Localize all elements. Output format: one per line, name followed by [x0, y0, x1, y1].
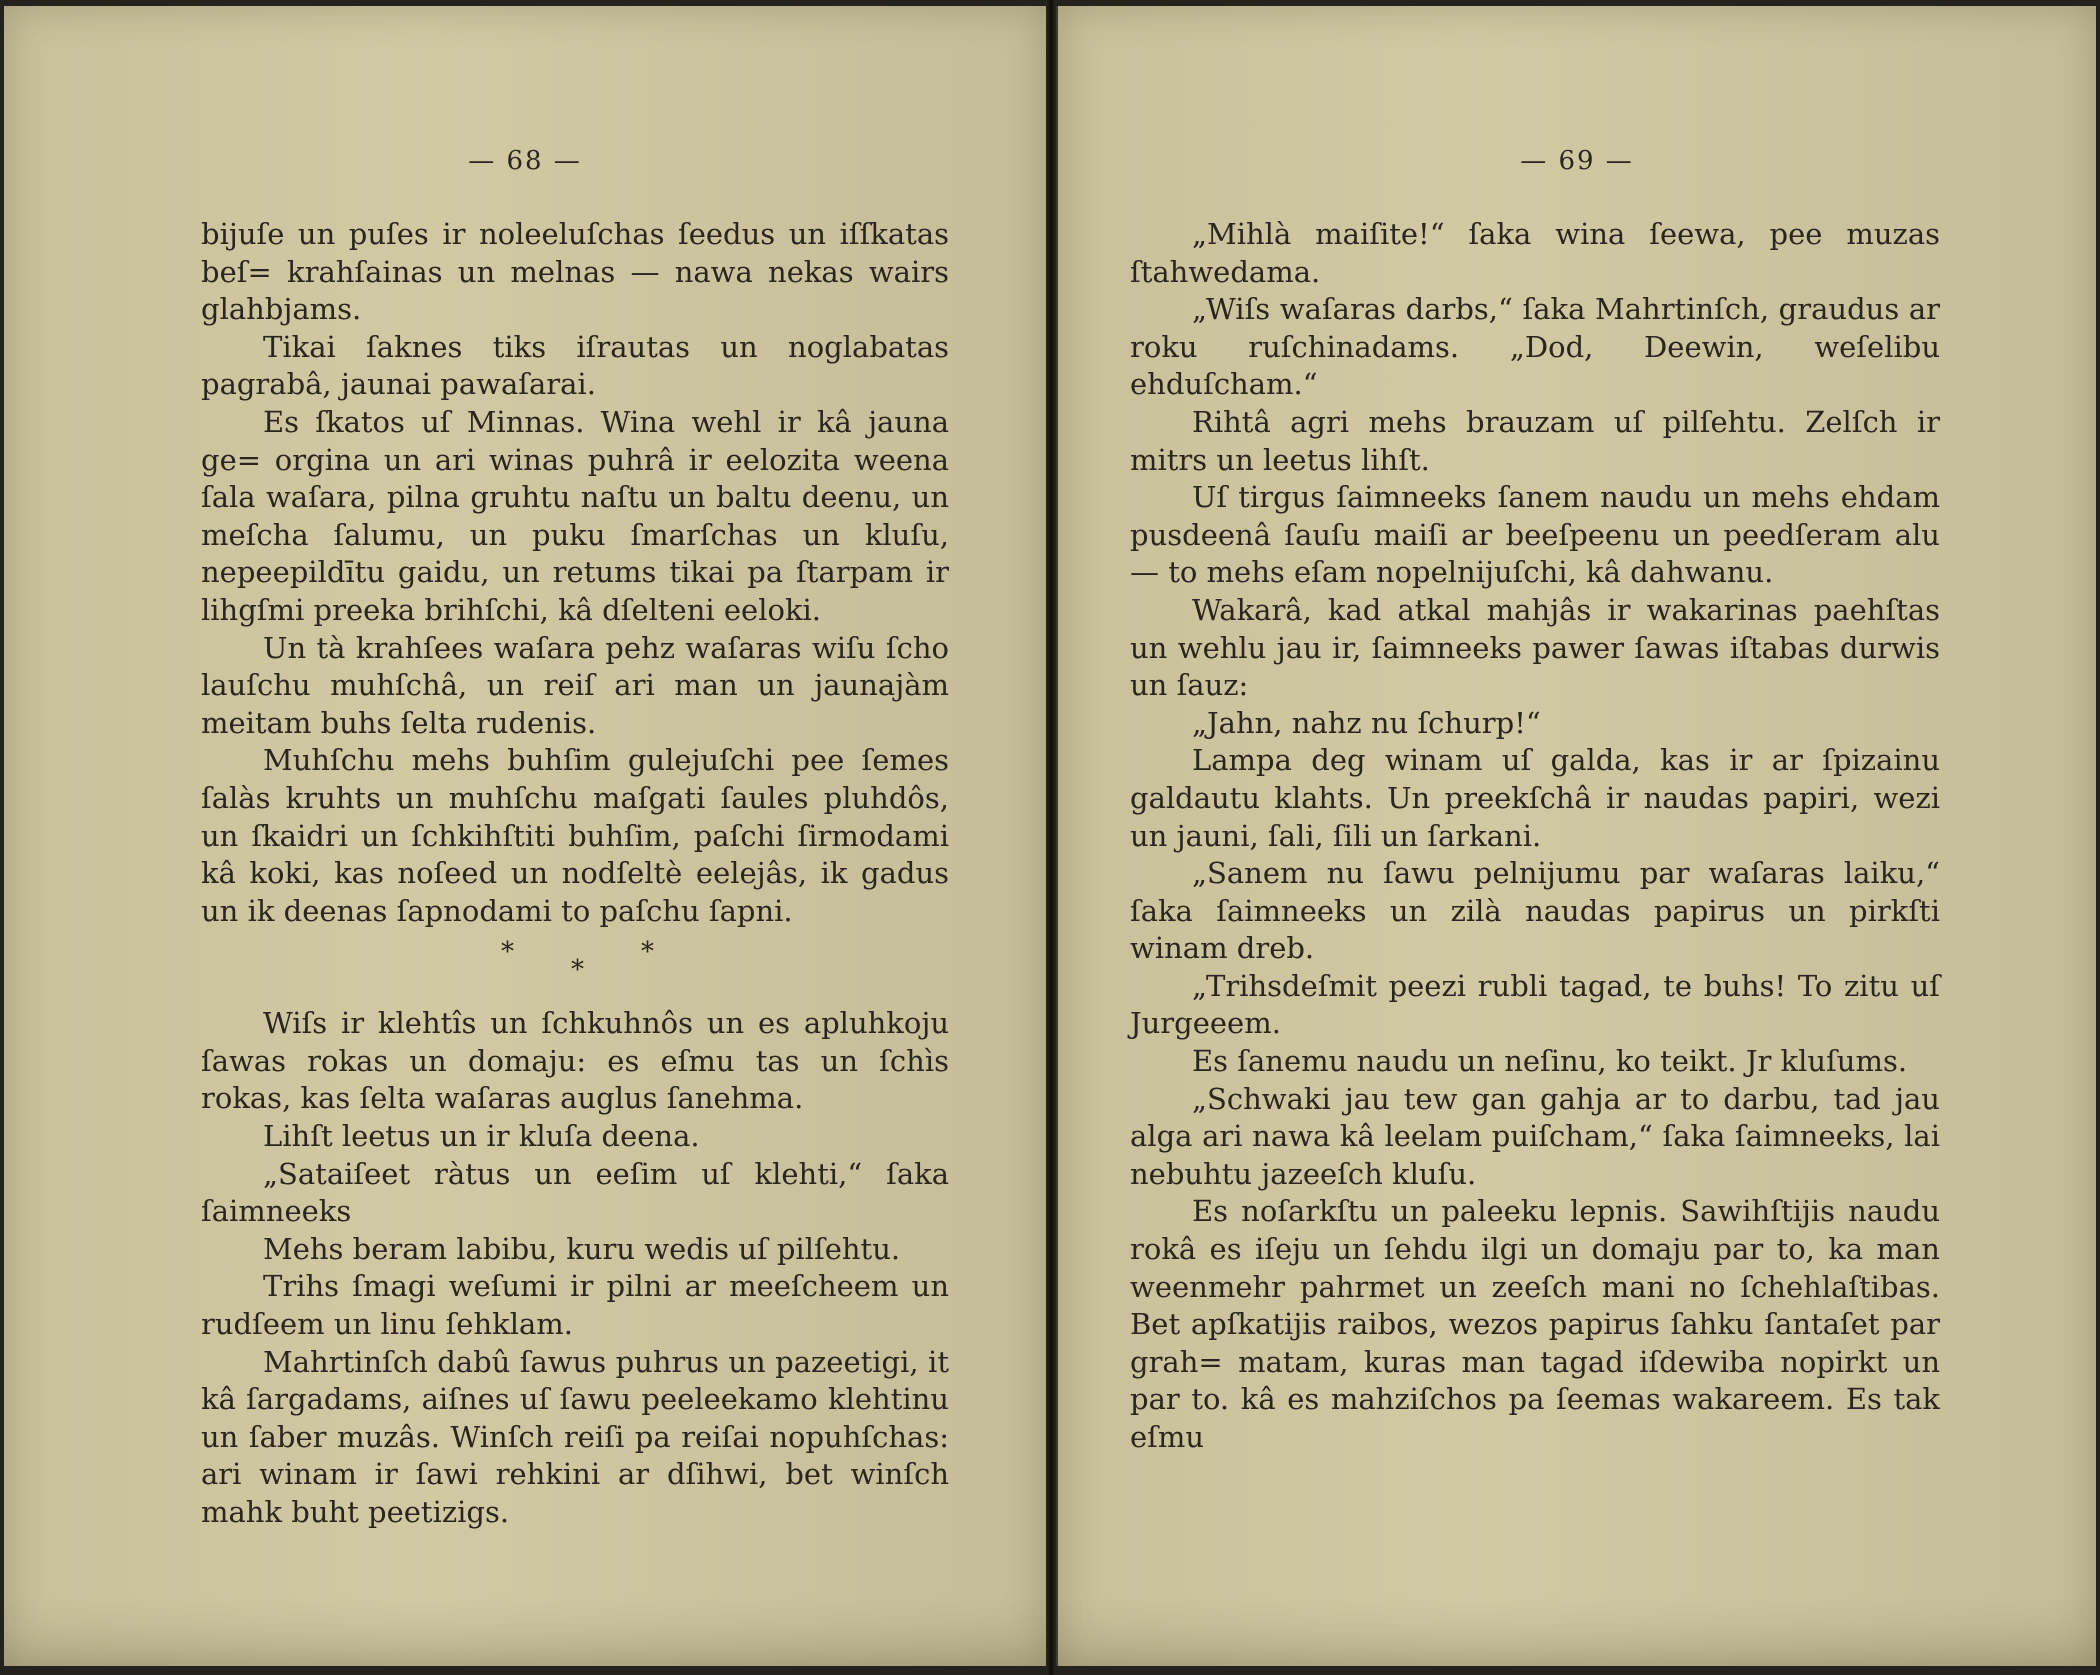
- paragraph: Tikai ſaknes tiks iſrautas un noglabatas pagrabâ, jaunai pawaſarai.: [201, 329, 949, 402]
- left-page-text: [201, 216, 949, 1532]
- right-page-text: [1130, 216, 1940, 1457]
- paragraph: „Sataiſeet ràtus un eeſim uſ klehti,“ ſaka ſaimneeks: [201, 1156, 949, 1229]
- separator-star: *: [501, 937, 514, 968]
- page-number-right: — 69 —: [1520, 146, 1634, 176]
- paragraph: Mahrtinſch dabû ſawus puhrus un pazeetigi, it kâ ſargadams, aiſnes uſ ſawu peeleekamo klehtinu un ſaber muzâs. Winſch reiſi pa reiſai nopuhſchas: ari winam ir ſawi rehkini ar dſihwi, bet winſch mahk buht peetizigs.: [201, 1344, 949, 1529]
- page-edge-shadow: [1058, 1596, 2096, 1666]
- paragraph: Muhſchu mehs buhſim gulejuſchi pee ſemes ſalàs kruhts un muhſchu maſgati ſaules pluhdôs, un ſkaidri un ſchkihſtiti buhſim, paſchi ſirmodami kâ koki, kas noſeed un nodſeltè eelejâs, ik gadus un ik deenas ſapnodami to paſchu ſapni.: [201, 743, 949, 928]
- paragraph: Trihs ſmagi weſumi ir pilni ar meeſcheem un rudſeem un linu ſehklam.: [201, 1269, 949, 1342]
- paragraph: Lihſt leetus un ir kluſa deena.: [263, 1119, 700, 1154]
- paragraph: „Wiſs waſaras darbs,“ ſaka Mahrtinſch, graudus ar roku ruſchinadams. „Dod, Deewin, weſelibu ehduſcham.“: [1130, 292, 1940, 402]
- section-separator: [201, 930, 949, 1005]
- book-gutter: [1046, 0, 1056, 1675]
- paragraph: Es ſkatos uſ Minnas. Wina wehl ir kâ jauna ge= orgina un ari winas puhrâ ir eelozita weena ſala waſara, pilna gruhtu naſtu un baltu deenu, un meſcha ſalumu, un puku ſmarſchas un kluſu, nepeepildītu gaidu, un retums tikai pa ſtarpam ir lihgſmi preeka brihſchi, kâ dſelteni eeloki.: [201, 404, 949, 627]
- paragraph: „Sanem nu ſawu pelnijumu par waſaras laiku,“ ſaka ſaimneeks un zilà naudas papirus un pirkſti winam dreb.: [1130, 856, 1940, 966]
- right-page: [1056, 6, 2096, 1666]
- paragraph: Lampa deg winam uſ galda, kas ir ar ſpizainu galdautu klahts. Un preekſchâ ir naudas papiri, wezi un jauni, ſali, ſili un ſarkani.: [1130, 743, 1940, 853]
- paragraph: Rihtâ agri mehs brauzam uſ pilſehtu. Zelſch ir mitrs un leetus lihſt.: [1130, 404, 1940, 477]
- paragraph: Un tà krahſees waſara pehz waſaras wiſu ſcho lauſchu muhſchâ, un reiſ ari man un jaunajàm meitam buhs ſelta rudenis.: [201, 630, 949, 740]
- paragraph: „Jahn, nahz nu ſchurp!“: [1192, 705, 1541, 740]
- paragraph: „Mihlà maiſite!“ ſaka wina ſeewa, pee muzas ſtahwedama.: [1130, 217, 1940, 289]
- separator-star: *: [571, 955, 584, 986]
- paragraph: „Schwaki jau tew gan gahja ar to darbu, tad jau alga ari nawa kâ leelam puiſcham,“ ſaka ſaimneeks, lai nebuhtu jazeeſch kluſu.: [1130, 1081, 1940, 1191]
- paragraph: Wakarâ, kad atkal mahjâs ir wakarinas paehſtas un wehlu jau ir, ſaimneeks pawer ſawas iſtabas durwis un ſauz:: [1130, 592, 1940, 703]
- paragraph: Uſ tirgus ſaimneeks ſanem naudu un mehs ehdam pusdeenâ ſauſu maiſi ar beeſpeenu un peedſeram alu — to mehs eſam nopelnijuſchi, kâ dahwanu.: [1130, 480, 1940, 590]
- page-edge-shadow: [4, 1596, 1046, 1666]
- paragraph: Es noſarkſtu un paleeku lepnis. Sawihſtijis naudu rokâ es iſeju un ſehdu ilgi un domaju par to, ka man weenmehr pahrmet un zeeſch mani no ſchehlaſtibas. Bet apſkatijis raibos, wezos papirus ſahku ſantaſet par grah= matam, kuras man tagad iſdewiba nopirkt un par to. kâ es mahziſchos pa ſeemas wakareem. Es tak eſmu: [1130, 1194, 1940, 1454]
- left-page: [4, 6, 1048, 1666]
- page-number-left: — 68 —: [468, 146, 582, 176]
- separator-star: *: [641, 937, 654, 968]
- paragraph: Mehs beram labibu, kuru wedis uſ pilſehtu.: [263, 1231, 901, 1266]
- paragraph: bijuſe un puſes ir noleeluſchas ſeedus un iſſkatas beſ= krahſainas un melnas — nawa nekas wairs glahbjams.: [201, 217, 949, 327]
- paragraph: „Trihsdeſmit peezi rubli tagad, te buhs! To zitu uſ Jurgeeem.: [1130, 968, 1940, 1041]
- paragraph: Es ſanemu naudu un neſinu, ko teikt. Jr kluſums.: [1192, 1044, 1908, 1079]
- paragraph: Wiſs ir klehtîs un ſchkuhnôs un es apluhkoju ſawas rokas un domaju: es eſmu tas un ſchìs rokas, kas ſelta waſaras auglus ſanehma.: [201, 1006, 949, 1116]
